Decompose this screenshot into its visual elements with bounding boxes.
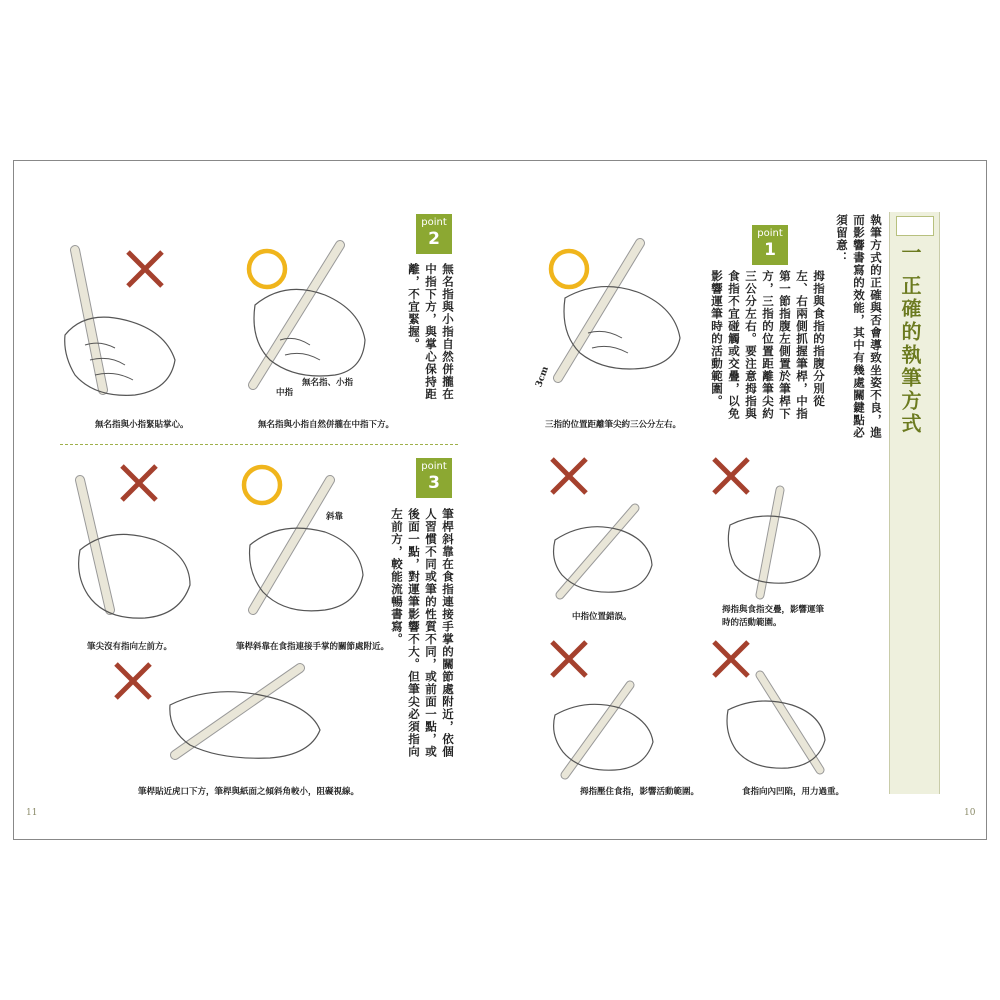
caption-r-wrong3: 拇指壓住食指，影響活動範圍。 [580, 787, 700, 797]
chapter-title-band [889, 212, 940, 794]
label-middle-finger: 中指 [276, 388, 294, 398]
point-badge-2 [416, 214, 452, 254]
caption-p3-bottom: 筆桿貼近虎口下方，筆桿與紙面之傾斜角較小，阻礙視線。 [138, 787, 360, 797]
caption-r-wrong4: 食指向內凹陷，用力過重。 [742, 787, 845, 797]
point-label: point [421, 217, 447, 228]
hand-illustration-thumb-overlap [720, 485, 830, 600]
page-number-right: 10 [964, 808, 976, 818]
label-lean: 斜靠 [326, 512, 344, 522]
hand-illustration-wrong-middle [540, 500, 660, 610]
hand-illustration-low-angle [160, 660, 340, 770]
hand-illustration-thumb-press [545, 680, 665, 785]
point-label: point [757, 228, 783, 239]
section-divider [60, 444, 458, 445]
circle-mark-icon [546, 246, 592, 292]
point-badge-3 [416, 458, 452, 498]
circle-mark-icon [244, 246, 290, 292]
point-number: 3 [428, 473, 440, 493]
hand-illustration-index-bent [720, 670, 840, 780]
cross-mark-icon [112, 660, 154, 702]
cross-mark-icon [548, 455, 590, 497]
cross-mark-icon [710, 455, 752, 497]
caption-p1-correct: 三指的位置距離筆尖約三公分左右。 [545, 420, 682, 430]
cross-mark-icon [548, 638, 590, 680]
cross-mark-icon [710, 638, 752, 680]
point-number: 1 [764, 240, 776, 260]
seal-icon [896, 216, 934, 236]
point-1-text: 拇指與食指的指腹分別從左、右兩側抓握筆桿，中指第一節指腹左側置於筆桿下方，三指的位置距離筆尖約三公分左右。要注意拇指與食指不宜碰觸或交疊，以免影響運筆時的活動範圍。 [710, 270, 826, 420]
point-2-text: 無名指與小指自然併攏在中指下方，與掌心保持距離，不宜緊握。 [407, 263, 455, 401]
page-number-left: 11 [26, 808, 38, 818]
point-3-text: 筆桿斜靠在食指連接手掌的關節處附近，依個人習慣不同或筆的性質不同，或前面一點，或後面一點，對運筆影響不大。但筆尖必須指向左前方，較能流暢書寫。 [390, 508, 455, 758]
label-measure: 3cm [534, 365, 551, 389]
cross-mark-icon [118, 462, 160, 504]
caption-r-wrong2: 拇指與食指交疊，影響運筆時的活動範圍。 [722, 605, 825, 628]
chapter-title: 一 正確的執筆方式 [898, 242, 922, 436]
caption-p3-correct: 筆桿斜靠在食指連接手掌的關節處附近。 [236, 642, 390, 652]
cross-mark-icon [124, 248, 166, 290]
circle-mark-icon [239, 462, 285, 508]
point-badge-1 [752, 225, 788, 265]
caption-p2-correct: 無名指與小指自然併攏在中指下方。 [258, 420, 395, 430]
caption-r-wrong1: 中指位置錯誤。 [572, 612, 632, 622]
caption-p2-wrong: 無名指與小指緊貼掌心。 [95, 420, 189, 430]
chapter-intro: 執筆方式的正確與否會導致坐姿不良，進而影響書寫的效能，其中有幾處關鍵點必須留意： [835, 214, 883, 439]
point-label: point [421, 461, 447, 472]
label-ring-little: 無名指、小指 [302, 378, 354, 388]
point-number: 2 [428, 229, 440, 249]
caption-p3-wrong: 筆尖沒有指向左前方。 [87, 642, 173, 652]
